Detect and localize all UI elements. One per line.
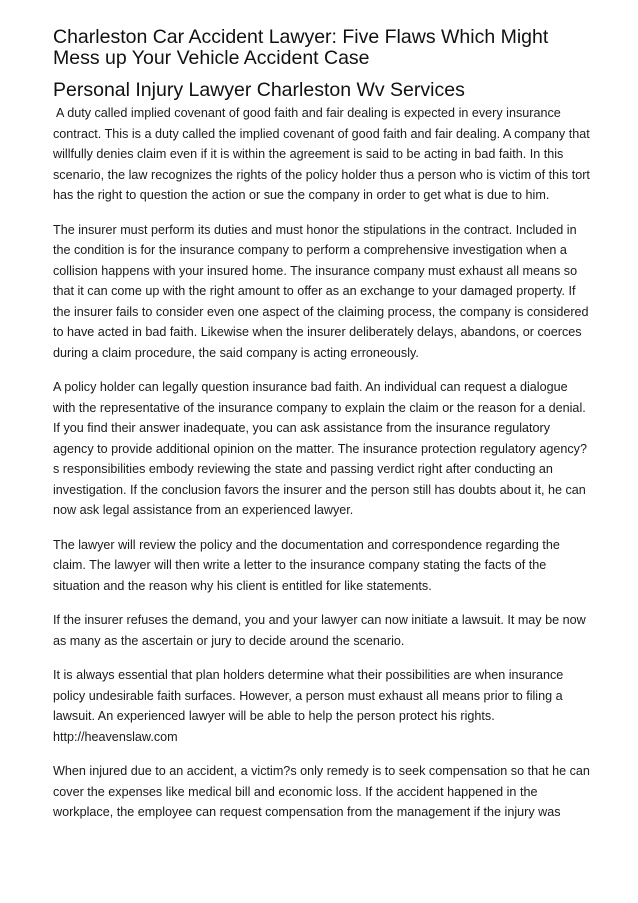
document-subtitle: Personal Injury Lawyer Charleston Wv Services	[53, 79, 465, 101]
paragraph-4: The lawyer will review the policy and the documentation and correspondence regarding the claim. The lawyer will then write a letter to the insurance company stating the facts of the situation and the reason why his client is entitled for like statements.	[53, 537, 560, 593]
paragraph-6: It is always essential that plan holders determine what their possibilities are when insurance policy undesirable faith surfaces. However, a person must exhaust all means prior to filing a lawsuit. An experienced lawyer will be able to help the person protect his rights.	[53, 668, 564, 723]
document-title: Charleston Car Accident Lawyer: Five Flaws Which Might Mess up Your Vehicle Accident Case	[53, 26, 549, 69]
paragraph-7: When injured due to an accident, a victim?s only remedy is to seek compensation so that he can cover the expenses like medical bill and economic loss. If the accident happened in the workplace, the employee can request compensation from the management if the injury was	[53, 764, 590, 819]
document-page	[53, 27, 593, 837]
source-link[interactable]: http://heavenslaw.com	[53, 729, 178, 744]
paragraph-3: A policy holder can legally question insurance bad faith. An individual can request a dialogue with the representative of the insurance company to explain the claim or the reason for a denial. If you find their answer inadequate, you can ask assistance from the insurance regulatory agency to provide additional opinion on the matter. The insurance protection regulatory agency?s responsibilities embody reviewing the state and passing verdict right after conducting an investigation. If the conclusion favors the insurer and the person still has doubts about it, he can now ask legal assistance from an experienced lawyer.	[53, 380, 587, 517]
paragraph-1: A duty called implied covenant of good faith and fair dealing is expected in every insurance contract. This is a duty called the implied covenant of good faith and fair dealing. A company that willfully denies claim even if it is within the agreement is said to be acting in bad faith. In this scenario, the law recognizes the rights of the policy holder thus a person who is victim of this tort has the right to question the action or sue the company in order to get what is due to him.	[53, 106, 590, 202]
paragraph-5: If the insurer refuses the demand, you and your lawyer can now initiate a lawsuit. It may be now as many as the ascertain or jury to decide around the scenario.	[53, 613, 586, 648]
paragraph-2: The insurer must perform its duties and must honor the stipulations in the contract. Included in the condition is for the insurance company to perform a comprehensive investigation when a collision happens with your insured home. The insurance company must exhaust all means so that it can come up with the right amount to offer as an exchange to your damaged property. If the insurer fails to consider even one aspect of the claiming process, the company is considered to have acted in bad faith. Likewise when the insurer deliberately delays, abandons, or coerces during a claim procedure, the said company is acting erroneously.	[53, 222, 589, 360]
